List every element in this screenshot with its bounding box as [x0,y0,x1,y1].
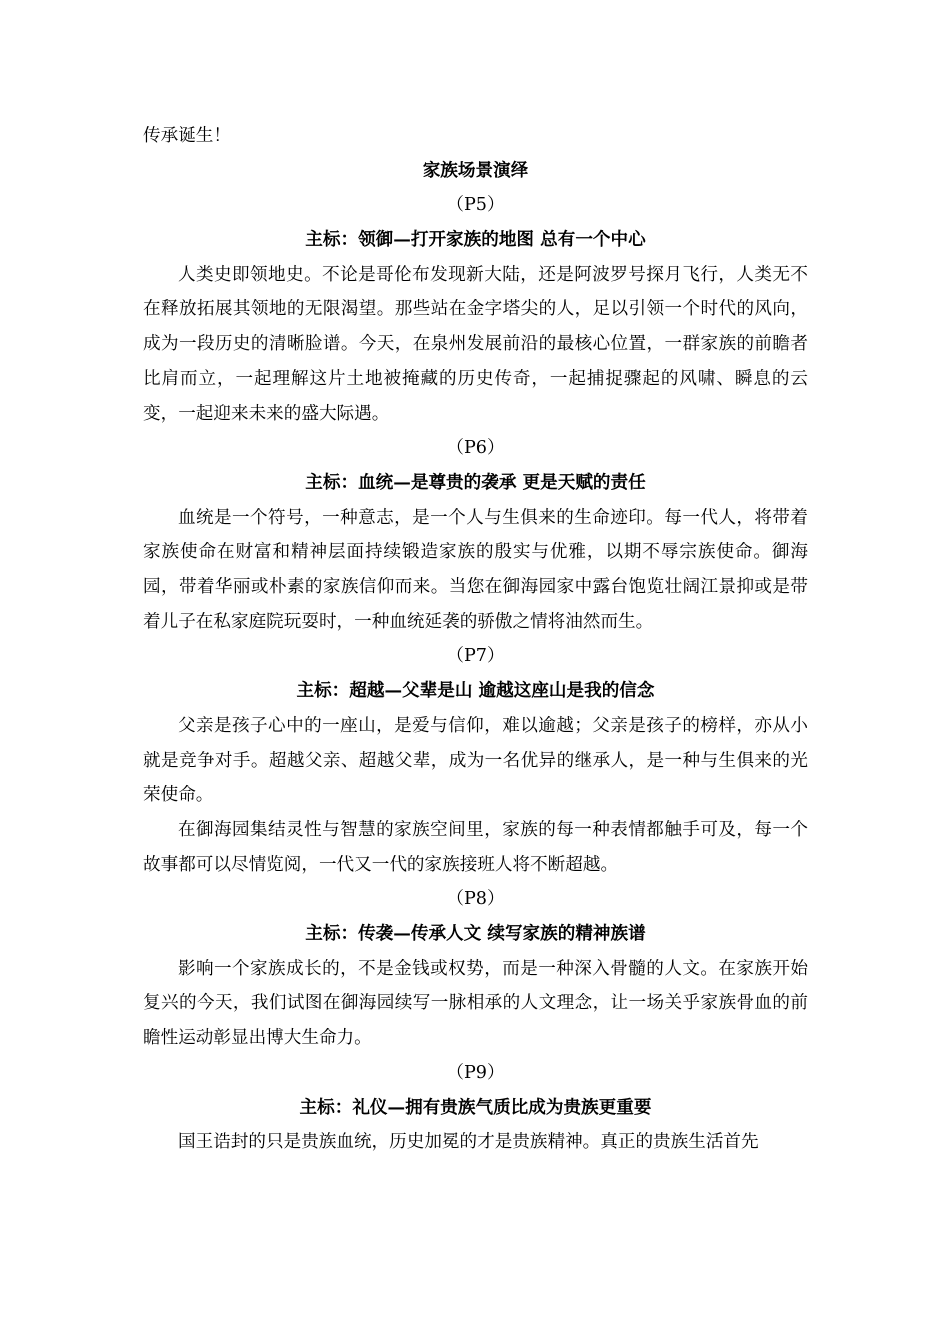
page-label-p9: （P9） [446,1062,505,1083]
page-label-p6: （P6） [446,438,505,459]
heading-p8: 主标：传袭—传承人文 续写家族的精神族谱 [305,923,646,945]
page-label-p7: （P7） [446,646,505,667]
heading-p7: 主标：超越—父辈是山 逾越这座山是我的信念 [296,680,655,702]
heading-p9: 主标：礼仪—拥有贵族气质比成为贵族更重要 [299,1096,652,1118]
heading-p5: 主标：领御—打开家族的地图 总有一个中心 [305,229,646,251]
section-title: 家族场景演绎 [422,159,529,181]
intro-fragment: 传承诞生！ [143,126,231,146]
paragraph-p7-1: 父亲是孩子心中的一座山，是爱与信仰，难以逾越；父亲是孩子的榜样，亦从小就是竞争对手。超越父亲、超越父辈，成为一名优异的继承人，是一种与生俱来的光荣使命。 [143,715,808,806]
heading-p6: 主标：血统—是尊贵的袭承 更是天赋的责任 [305,471,646,493]
page-label-p5: （P5） [446,195,505,216]
document-page [143,119,808,1160]
paragraph-p6-1: 血统是一个符号，一种意志，是一个人与生俱来的生命迹印。每一代人，将带着家族使命在财富和精神层面持续锻造家族的殷实与优雅，以期不辱宗族使命。御海园，带着华丽或朴素的家族信仰而来。当您在御海园家中露台饱览壮阔江景抑或是带着儿子在私家庭院玩耍时，一种血统延袭的骄傲之情将油然而生。 [143,507,808,632]
paragraph-p5-1: 人类史即领地史。不论是哥伦布发现新大陆，还是阿波罗号探月飞行，人类无不在释放拓展其领地的无限渴望。那些站在金字塔尖的人，足以引领一个时代的风向，成为一段历史的清晰脸谱。今天，在泉州发展前沿的最核心位置，一群家族的前瞻者比肩而立，一起理解这片土地被掩藏的历史传奇，一起捕捉骤起的风啸、瞬息的云变，一起迎来未来的盛大际遇。 [143,264,808,424]
page-label-p8: （P8） [446,889,505,910]
paragraph-p9-1: 国王诰封的只是贵族血统，历史加冕的才是贵族精神。真正的贵族生活首先 [178,1132,759,1153]
paragraph-p7-2: 在御海园集结灵性与智慧的家族空间里，家族的每一种表情都触手可及，每一个故事都可以尽情览阅，一代又一代的家族接班人将不断超越。 [143,819,808,875]
paragraph-p8-1: 影响一个家族成长的，不是金钱或权势，而是一种深入骨髓的人文。在家族开始复兴的今天，我们试图在御海园续写一脉相承的人文理念，让一场关乎家族骨血的前瞻性运动彰显出博大生命力。 [143,958,808,1049]
